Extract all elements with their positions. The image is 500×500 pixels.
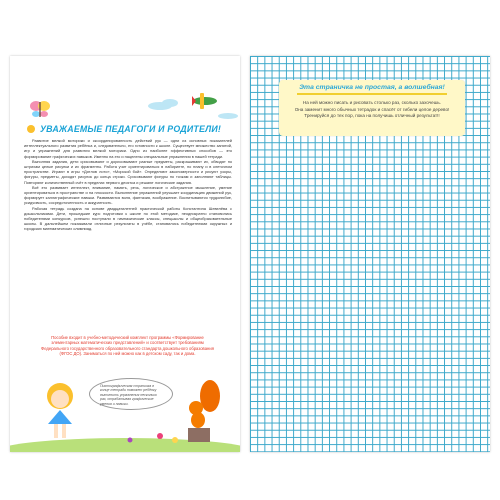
- paragraph: Рабочая тетрадь создана на основе двадцатилетней практической работы Константина Шевелёва с дошкольниками. Дети, прошедшие курс подготовки к школе по этой методике, неоднократно становились победителями конкурсов, успешно поступали в гимназические классы, спецшколы и общеобразовательные школы. В дальнейшем показывали отличные результаты в учёбе, становились победителями окружных и городских математических олимпиад.: [24, 205, 232, 232]
- page-title: УВАЖАЕМЫЕ ПЕДАГОГИ И РОДИТЕЛИ!: [40, 124, 222, 134]
- title-underline: [297, 93, 447, 95]
- program-note: Пособие входит в учебно-методический комплект программы «Формирование элементарных математических представлений» и соответствует требованиям Федерального государственного образовательного стандарта дошкольного образования (ФГОС ДО). Заниматься по ней можно как в детском саду, так и дома.: [41, 335, 214, 357]
- magic-page-title: Эта страничка не простая, а волшебная!: [299, 84, 445, 91]
- magic-page-note: [279, 80, 465, 136]
- sun-icon: [24, 122, 38, 136]
- magic-line: На ней можно писать и рисовать столько раз, сколько захочешь.: [302, 100, 442, 105]
- paragraph: Всё это развивает интеллект, внимание, память, речь, логическое и абстрактное мышление, умение ориентироваться в пространстве и на плоскости. Выполнение упражнений улучшает координацию движений рук, формирует каллиграфические навыки. Развиваются воля, фантазия, воображение. Воспитываются трудолюбие, усидчивость, сосредоточенность и аккуратность.: [24, 184, 232, 206]
- left-page: [10, 56, 240, 452]
- girl-illustration: [47, 383, 73, 438]
- cloud-icon: [148, 99, 178, 110]
- magic-line: Тренируйся до тех пор, пока на получишь отличный результат!!: [304, 113, 440, 119]
- intro-text: [24, 138, 232, 232]
- airplane-icon: [192, 93, 217, 109]
- speech-bubble: Пиктографическая страничка в конце тетради поможет ребёнку выполнить упражнения несколько раз, отрабатывая графические умения и навыки.: [89, 378, 173, 410]
- butterfly-icon: [30, 101, 50, 117]
- squirrel-illustration: [188, 380, 220, 442]
- paragraph: Развитие мелкой моторики и скоординированность действий рук — одни из основных показателей интеллектуального развития ребёнка и, следовательно, его готовности к школе. Существует множество занятий, игр и упражнений для развития мелкой моторики. Одно из наиболее эффективных способов — это формирование графических навыков. Именно на это и нацелены специальные упражнения в нашей тетради.: [24, 138, 232, 159]
- cloud-icon: [218, 113, 238, 119]
- magic-line: Она заменит много обычных тетрадок и спасёт от гибели целое дерево!: [294, 106, 450, 112]
- magic-page-text: [285, 100, 459, 120]
- paragraph: Выполняя задания, дети срисовывают и дорисовывают разные предметы, раскрашивают их, обводят по штрихам целые рисунки и их фрагменты. Работа учит ориентироваться в лабиринте, по плану и в клеточном пространстве. Играют в игры «Дятлов лото», «Морской бой». Определяют закономерности и рисуют узоры, фигуры, предметы, доходят рисунок до конца строки. Срисовывают фигуры по точкам и заполняют таблицы. Повторяют количественный счёт в пределах первого десятка и решают логические задания.: [24, 158, 232, 185]
